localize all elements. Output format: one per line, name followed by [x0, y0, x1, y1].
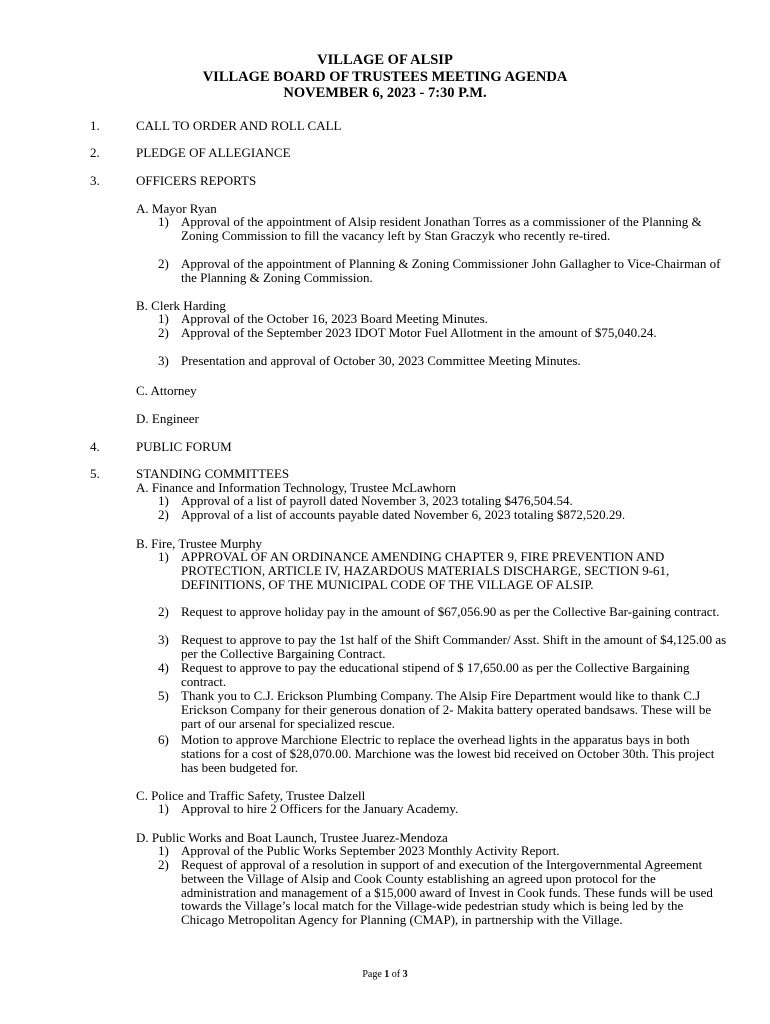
agenda-item [158, 494, 728, 508]
agenda-item [158, 844, 728, 858]
item-number: 5) [158, 688, 169, 703]
item-number: 2) [158, 604, 169, 619]
item-text: Request to approve to pay the educational stipend of $ 17,650.00 as per the Collective Bargaining contract. [181, 660, 690, 689]
item-text: Request to approve to pay the 1st half of the Shift Commander/ Asst. Shift in the amount of $4,125.00 as per the Collective Bargaining Contract. [181, 632, 727, 661]
subsection-heading: C. Attorney [136, 383, 197, 398]
agenda-item [158, 689, 728, 730]
item-number: 1) [158, 843, 169, 858]
item-text: Motion to approve Marchione Electric to replace the overhead lights in the apparatus bays in both stations for a cost of $28,070.00. Marchione was the lowest bid received on October 30th. This project has been budgeted for. [181, 732, 715, 775]
agenda-item [158, 605, 728, 619]
meeting-date: NOVEMBER 6, 2023 - 7:30 P.M. [283, 85, 487, 101]
item-text: Approval of the September 2023 IDOT Motor Fuel Allotment in the amount of $75,040.24. [181, 325, 657, 340]
section-title: PUBLIC FORUM [136, 439, 232, 454]
page-footer [0, 969, 770, 981]
subsection-heading: C. Police and Traffic Safety, Trustee Dalzell [136, 788, 366, 803]
item-number: 4) [158, 660, 169, 675]
item-number: 3) [158, 632, 169, 647]
agenda-item [158, 858, 728, 927]
item-number: 3) [158, 353, 169, 368]
item-number: 1) [158, 311, 169, 326]
agenda-item [158, 354, 728, 368]
item-text: Approval of a list of payroll dated November 3, 2023 totaling $476,504.54. [181, 493, 573, 508]
subsection-heading: A. Mayor Ryan [136, 201, 217, 216]
agenda-header [0, 52, 770, 102]
item-text: Request to approve holiday pay in the amount of $67,056.90 as per the Collective Bar-gaining contract. [181, 604, 720, 619]
agenda-item [158, 326, 728, 340]
agenda-item [158, 633, 728, 661]
agenda-item [158, 508, 728, 522]
item-text: Approval to hire 2 Officers for the January Academy. [181, 801, 459, 816]
item-text: Thank you to C.J. Erickson Plumbing Company. The Alsip Fire Department would like to thank C.J Erickson Company for their generous donation of 2- Makita battery operated bandsaws. These will be part of our arsenal for specialized rescue. [181, 688, 712, 731]
page-word: Page [362, 969, 382, 980]
section-number: 2. [90, 145, 100, 160]
item-text: APPROVAL OF AN ORDINANCE AMENDING CHAPTER 9, FIRE PREVENTION AND PROTECTION, ARTICLE IV, HAZARDOUS MATERIALS DISCHARGE, SECTION 9-61, DEFINITIONS, OF THE MUNICIPAL CODE OF THE VILLAGE OF ALSIP. [181, 549, 670, 592]
item-number: 2) [158, 857, 169, 872]
page-total: 3 [402, 969, 408, 980]
village-title: VILLAGE OF ALSIP [317, 52, 453, 68]
agenda-item [158, 257, 728, 285]
subsection-heading: B. Clerk Harding [136, 298, 226, 313]
agenda-item [158, 312, 728, 326]
item-text: Request of approval of a resolution in support of and execution of the Intergovernmental Agreement between the Village of Alsip and Cook County establishing an agreed upon protocol for the administration and management of a $15,000 award of Invest in Cook funds. These funds will be used towards the Village’s local match for the Village-wide pedestrian study which is being led by the Chicago Metropolitan Agency for Planning (CMAP), in partnership with the Village. [181, 857, 713, 928]
item-number: 2) [158, 507, 169, 522]
item-text: Approval of a list of accounts payable dated November 6, 2023 totaling $872,520.29. [181, 507, 626, 522]
item-text: Approval of the Public Works September 2023 Monthly Activity Report. [181, 843, 560, 858]
section-title: PLEDGE OF ALLEGIANCE [136, 145, 291, 160]
agenda-item [158, 550, 728, 591]
item-number: 2) [158, 256, 169, 271]
of-word: of [391, 969, 401, 980]
subsection-heading: B. Fire, Trustee Murphy [136, 536, 263, 551]
agenda-item [158, 661, 728, 689]
item-number: 1) [158, 549, 169, 564]
section-number: 3. [90, 173, 100, 188]
item-text: Presentation and approval of October 30, 2023 Committee Meeting Minutes. [181, 353, 581, 368]
item-text: Approval of the October 16, 2023 Board Meeting Minutes. [181, 311, 488, 326]
item-number: 1) [158, 214, 169, 229]
agenda-item [158, 215, 728, 243]
section-number: 4. [90, 439, 100, 454]
subsection-heading: A. Finance and Information Technology, Trustee McLawhorn [136, 480, 457, 495]
item-text: Approval of the appointment of Alsip resident Jonathan Torres as a commissioner of the Planning & Zoning Commission to fill the vacancy left by Stan Graczyk who recently re-tired. [181, 214, 702, 243]
item-number: 2) [158, 325, 169, 340]
item-text: Approval of the appointment of Planning & Zoning Commissioner John Gallagher to Vice-Chairman of the Planning & Zoning Commission. [181, 256, 721, 285]
subsection-heading: D. Engineer [136, 411, 199, 426]
section-title: CALL TO ORDER AND ROLL CALL [136, 118, 342, 133]
page-number: 1 [384, 969, 390, 980]
meeting-title: VILLAGE BOARD OF TRUSTEES MEETING AGENDA [202, 68, 568, 85]
section-number: 5. [90, 466, 100, 481]
item-number: 1) [158, 493, 169, 508]
section-number: 1. [90, 118, 100, 133]
section-title: STANDING COMMITTEES [136, 466, 290, 481]
section-title: OFFICERS REPORTS [136, 173, 257, 188]
agenda-item [158, 802, 728, 816]
item-number: 6) [158, 732, 169, 747]
agenda-item [158, 733, 728, 774]
subsection-heading: D. Public Works and Boat Launch, Trustee Juarez-Mendoza [136, 830, 448, 845]
item-number: 1) [158, 801, 169, 816]
